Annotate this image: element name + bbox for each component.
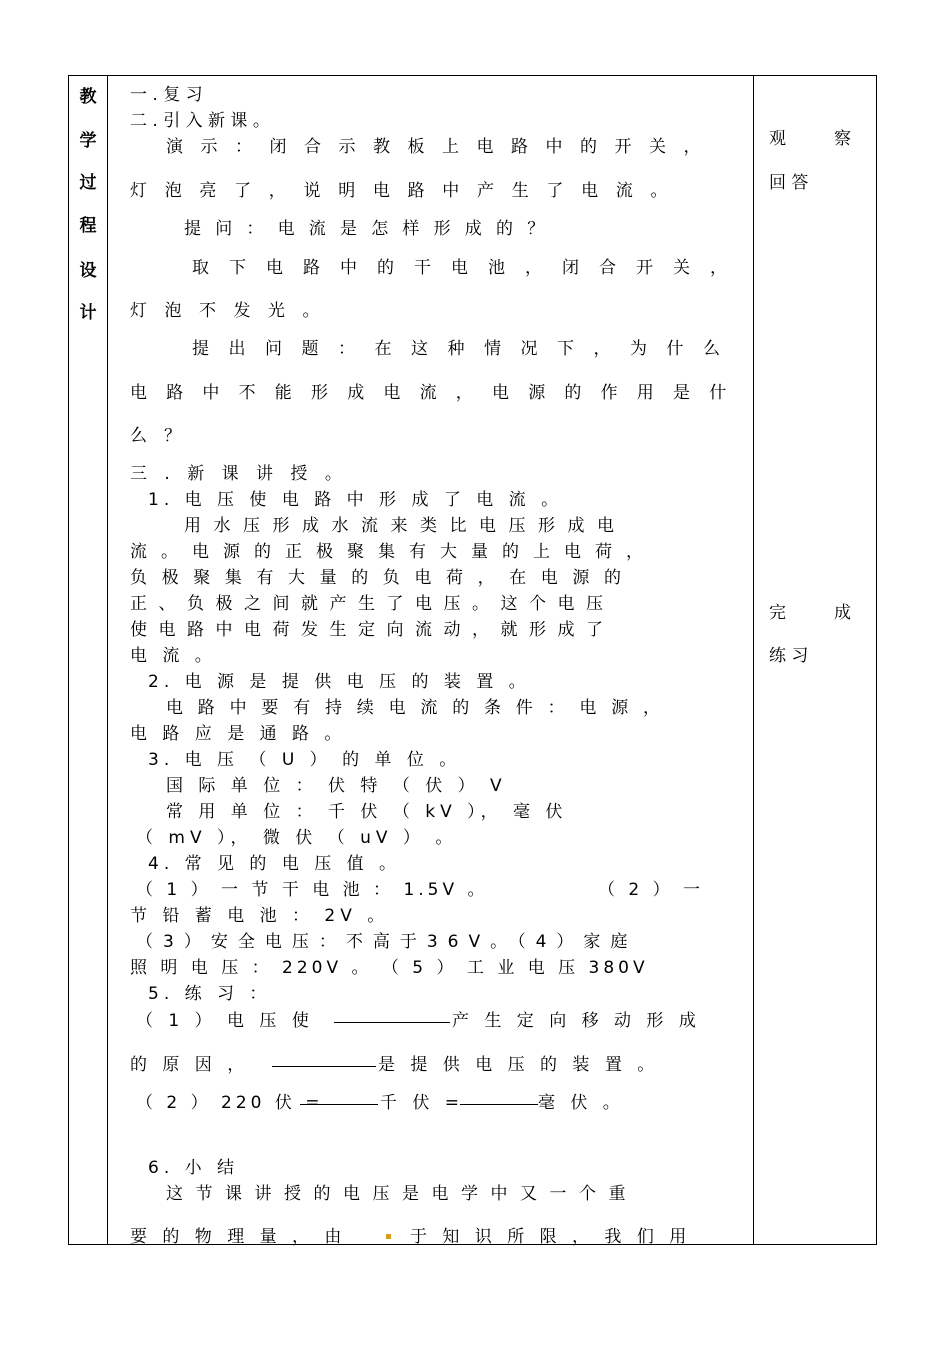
text-line: 常 用 单 位 ： 千 伏 （ kV ）， 毫 伏 [166,802,568,822]
text-line: 产 生 定 向 移 动 形 成 [452,1011,701,1031]
text-line: （ 1 ） 电 压 使 [136,1011,314,1031]
text-line: 提出问题：在这种情况下，为什么 [192,339,740,359]
note-complete: 完 成 [769,603,851,623]
text-line: 演示：闭合示教板上电路中的开关， [166,137,718,157]
text-line: 用水压形成水流来类比电压形成电 [184,516,627,536]
marker-dot [386,1234,391,1239]
text-line: 取下电路中的干电池，闭合开关， [192,258,747,278]
text-line: 1. 电 压 使 电 路 中 形 成 了 电 流 。 [148,490,564,510]
text-line: （ 2 ） 一 [598,880,705,900]
answer-blank[interactable] [460,1088,538,1105]
text-line: 照 明 电 压 ： 220V 。 （ 5 ） 工 业 电 压 380V [130,958,649,978]
text-line: 使电路中电荷发生定向流动，就形成了 [130,620,615,640]
text-line: （ 2 ） 220 伏 = [136,1093,324,1113]
heading-char: 程 [79,216,97,236]
text-line: 灯泡不发光。 [130,301,337,321]
heading-char: 设 [79,261,97,281]
note-observe: 观 察 [769,129,851,149]
text-line: （ 1 ） 一 节 干 电 池 ： 1.5V 。 [136,880,489,900]
column-divider-left [107,76,108,1244]
answer-blank[interactable] [334,1006,450,1023]
text-line: 正、负极之间就产生了电压。这个电压 [130,594,615,614]
text-line: 三 . 新 课 讲 授 。 [130,464,348,484]
text-line: 国 际 单 位 ： 伏 特 （ 伏 ） V [166,776,507,796]
note-answer: 回 答 [769,173,809,193]
text-line: 电 流 。 [130,646,217,666]
text-line: 要 的 物 理 量 ， 由 [130,1227,347,1247]
answer-blank[interactable] [300,1088,378,1105]
text-line-justified [166,132,718,157]
text-line: 4. 常 见 的 电 压 值 。 [148,854,402,874]
heading-char: 教 [79,87,97,107]
text-line: 6. 小 结 [148,1158,240,1178]
text-line: 提问：电流是怎样形成的？ [184,219,559,239]
text-line: 电 路 应 是 通 路 。 [130,724,347,744]
text-line: 么？ [130,426,198,446]
answer-blank[interactable] [272,1050,376,1067]
text-line: 5. 练 习 ： [148,984,272,1004]
text-line: 千 伏 = [380,1093,465,1113]
column-divider-right [753,76,754,1244]
text-line: 3. 电 压 （ U ） 的 单 位 。 [148,750,462,770]
text-line: 是 提 供 电 压 的 装 置 。 [378,1055,660,1075]
heading-char: 过 [79,173,97,193]
text-line: 电路中不能形成电流，电源的作用是什 [130,383,746,403]
text-line: 于 知 识 所 限 ， 我 们 用 [410,1227,692,1247]
text-line: 负极聚集有大量的负电荷，在电源的 [130,568,636,588]
text-line: 一 . 复 习 [130,85,203,105]
text-line: 电路中要有持续电流的条件：电源， [166,698,675,718]
text-line: 毫 伏 。 [538,1093,625,1113]
text-line: 二 . 引 入 新 课 。 [130,111,270,131]
text-line: 这节课讲授的电压是电学中又一个重 [166,1184,638,1204]
text-line: 2. 电 源 是 提 供 电 压 的 装 置 。 [148,672,531,692]
text-line: 灯泡亮了，说明电路中产生了电流。 [130,181,686,201]
text-line: （3）安全电压：不高于36V。（4）家庭 [136,932,638,952]
note-practice: 练 习 [769,646,809,666]
heading-char: 计 [79,303,97,323]
text-line: 的 原 因 ， [130,1055,250,1075]
text-line: 节 铅 蓄 电 池 ： 2V 。 [130,906,390,926]
heading-char: 学 [79,131,97,151]
text-line: 流。电源的正极聚集有大量的上电荷， [130,542,657,562]
text-line: （ mV ）， 微 伏 （ uV ） 。 [136,828,458,848]
